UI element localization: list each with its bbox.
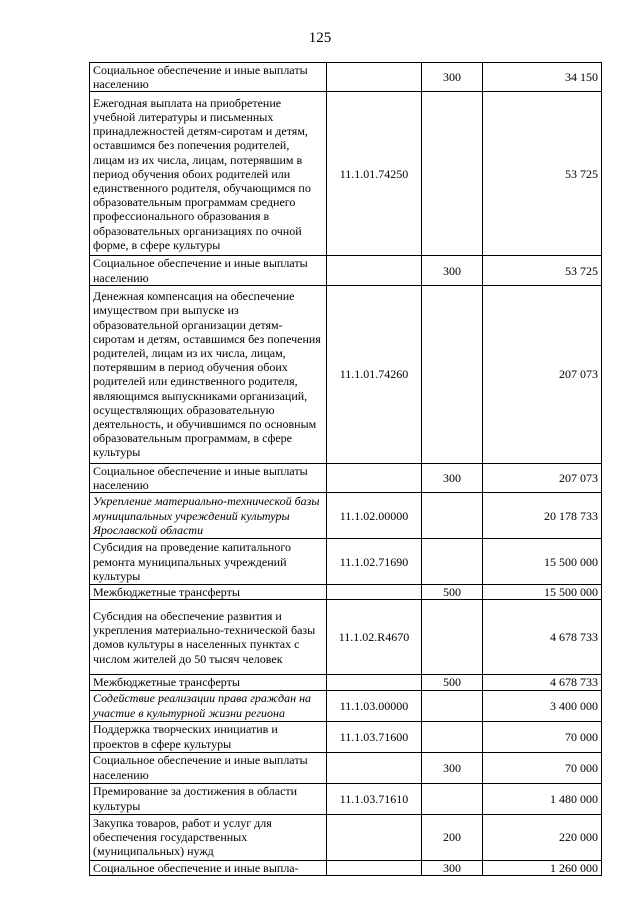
table-row <box>90 585 602 600</box>
name-cell: Поддержка творческих инициатив и проектов в сфере культуры <box>90 721 327 752</box>
expense-type-cell <box>422 690 483 721</box>
sum-cell: 34 150 <box>483 63 602 92</box>
expense-type-cell: 500 <box>422 585 483 600</box>
code-cell: 11.1.02.71690 <box>327 539 422 585</box>
sum-cell: 70 000 <box>483 721 602 752</box>
table-row <box>90 539 602 585</box>
expense-type-cell: 200 <box>422 814 483 860</box>
sum-cell: 53 725 <box>483 256 602 285</box>
table-row <box>90 92 602 256</box>
sum-cell: 207 073 <box>483 463 602 492</box>
sum-cell: 20 178 733 <box>483 493 602 539</box>
code-cell: 11.1.03.71610 <box>327 783 422 814</box>
code-cell <box>327 463 422 492</box>
code-cell <box>327 814 422 860</box>
name-cell: Содействие реализации права граждан на участие в культурной жизни региона <box>90 690 327 721</box>
sum-cell: 70 000 <box>483 752 602 783</box>
expense-type-cell: 300 <box>422 752 483 783</box>
sum-cell: 4 678 733 <box>483 600 602 675</box>
name-cell: Социальное обеспечение и иные выплаты населению <box>90 752 327 783</box>
table-row <box>90 256 602 285</box>
name-cell: Социальное обеспечение и иные выплаты населению <box>90 63 327 92</box>
table-row <box>90 675 602 690</box>
sum-cell: 207 073 <box>483 285 602 463</box>
name-cell: Премирование за достижения в области культуры <box>90 783 327 814</box>
code-cell <box>327 63 422 92</box>
table-row <box>90 721 602 752</box>
name-cell: Укрепление материально-технической базы муниципальных учреждений культуры Ярославской области <box>90 493 327 539</box>
table-row <box>90 600 602 675</box>
table-row <box>90 493 602 539</box>
sum-cell: 4 678 733 <box>483 675 602 690</box>
code-cell: 11.1.01.74260 <box>327 285 422 463</box>
sum-cell: 1 260 000 <box>483 860 602 875</box>
code-cell <box>327 860 422 875</box>
expense-type-cell <box>422 721 483 752</box>
expense-type-cell: 500 <box>422 675 483 690</box>
code-cell <box>327 585 422 600</box>
name-cell: Социальное обеспечение и иные выплаты населению <box>90 463 327 492</box>
expense-type-cell: 300 <box>422 860 483 875</box>
sum-cell: 3 400 000 <box>483 690 602 721</box>
budget-table <box>89 62 602 876</box>
code-cell: 11.1.03.71600 <box>327 721 422 752</box>
code-cell: 11.1.01.74250 <box>327 92 422 256</box>
code-cell: 11.1.02.00000 <box>327 493 422 539</box>
budget-table-body <box>90 63 602 876</box>
table-row <box>90 463 602 492</box>
table-row <box>90 814 602 860</box>
sum-cell: 53 725 <box>483 92 602 256</box>
code-cell: 11.1.03.00000 <box>327 690 422 721</box>
expense-type-cell <box>422 285 483 463</box>
table-row <box>90 783 602 814</box>
expense-type-cell <box>422 600 483 675</box>
name-cell: Денежная компенсация на обеспечение имуществом при выпуске из образовательной организации детям-сиротам и детям, оставшимся без попечения родителей, лицам из их числа, лицам, потерявшим в период обучения обоих родителей или единственного родителя, являющимся выпускниками организаций, осуществляющих образовательную деятельность, и обучившимся по основным образовательным программам, в сфере культуры <box>90 285 327 463</box>
table-row <box>90 690 602 721</box>
code-cell: 11.1.02.R4670 <box>327 600 422 675</box>
expense-type-cell: 300 <box>422 463 483 492</box>
expense-type-cell: 300 <box>422 256 483 285</box>
sum-cell: 15 500 000 <box>483 585 602 600</box>
expense-type-cell <box>422 539 483 585</box>
sum-cell: 15 500 000 <box>483 539 602 585</box>
name-cell: Субсидия на проведение капитального ремонта муниципальных учреждений культуры <box>90 539 327 585</box>
expense-type-cell <box>422 783 483 814</box>
sum-cell: 220 000 <box>483 814 602 860</box>
name-cell: Субсидия на обеспечение развития и укрепления материально-технической базы домов культуры в населенных пунктах с числом жителей до 50 тысяч человек <box>90 600 327 675</box>
name-cell: Социальное обеспечение и иные выпла- <box>90 860 327 875</box>
sum-cell: 1 480 000 <box>483 783 602 814</box>
expense-type-cell <box>422 92 483 256</box>
name-cell: Социальное обеспечение и иные выплаты населению <box>90 256 327 285</box>
table-row <box>90 63 602 92</box>
code-cell <box>327 256 422 285</box>
table-row <box>90 285 602 463</box>
code-cell <box>327 675 422 690</box>
name-cell: Межбюджетные трансферты <box>90 585 327 600</box>
expense-type-cell: 300 <box>422 63 483 92</box>
code-cell <box>327 752 422 783</box>
name-cell: Межбюджетные трансферты <box>90 675 327 690</box>
name-cell: Ежегодная выплата на приобретение учебной литературы и письменных принадлежностей детям-сиротам и детям, оставшимся без попечения родителей, лицам из их числа, лицам, потерявшим в период обучения обоих родителей или единственного родителя, обучающимся по образовательным программам среднего профессионального образования в образовательных организациях по очной форме, в сфере культуры <box>90 92 327 256</box>
expense-type-cell <box>422 493 483 539</box>
table-row <box>90 752 602 783</box>
name-cell: Закупка товаров, работ и услуг для обеспечения государственных (муниципальных) нужд <box>90 814 327 860</box>
page-number: 125 <box>308 30 332 46</box>
table-row <box>90 860 602 875</box>
